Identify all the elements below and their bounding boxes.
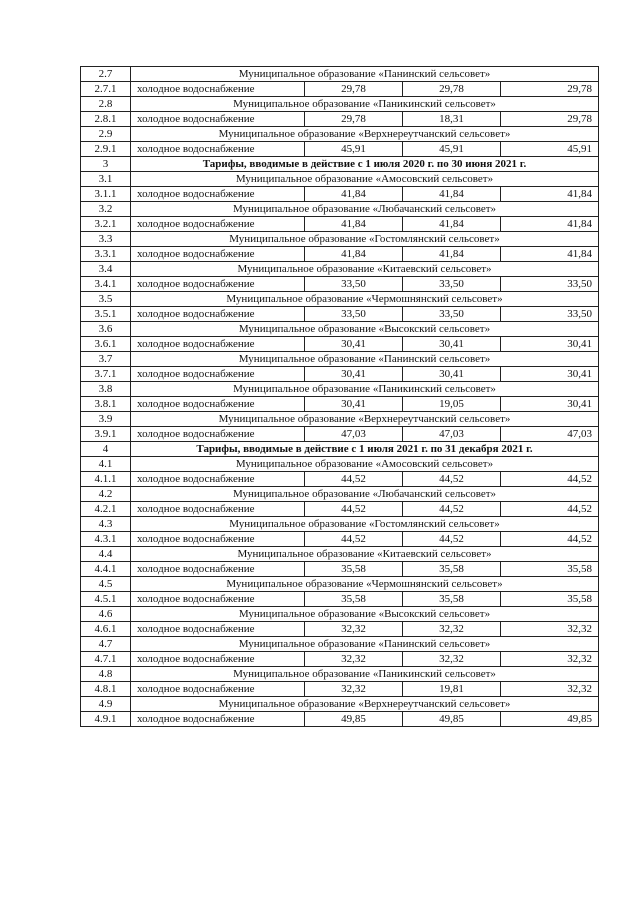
row-number: 4.1 xyxy=(81,457,131,472)
municipality-row xyxy=(81,232,599,247)
row-number: 3.1 xyxy=(81,172,131,187)
tariff-value-2: 41,84 xyxy=(403,247,501,262)
tariff-value-2: 44,52 xyxy=(403,502,501,517)
service-name: холодное водоснабжение xyxy=(131,307,305,322)
tariff-row xyxy=(81,592,599,607)
tariff-value-1: 41,84 xyxy=(305,187,403,202)
tariff-value-1: 32,32 xyxy=(305,622,403,637)
row-number: 2.8 xyxy=(81,97,131,112)
row-number: 3.9 xyxy=(81,412,131,427)
tariff-value-3: 32,32 xyxy=(501,652,599,667)
service-name: холодное водоснабжение xyxy=(131,397,305,412)
tariff-value-1: 41,84 xyxy=(305,217,403,232)
tariff-row xyxy=(81,277,599,292)
row-number: 3.6 xyxy=(81,322,131,337)
tariff-value-1: 33,50 xyxy=(305,277,403,292)
row-number: 4.1.1 xyxy=(81,472,131,487)
tariff-value-2: 47,03 xyxy=(403,427,501,442)
tariff-value-2: 19,05 xyxy=(403,397,501,412)
row-number: 3.8.1 xyxy=(81,397,131,412)
tariff-value-3: 35,58 xyxy=(501,562,599,577)
tariff-row xyxy=(81,712,599,727)
service-name: холодное водоснабжение xyxy=(131,712,305,727)
municipality-row xyxy=(81,382,599,397)
municipality-row xyxy=(81,97,599,112)
tariff-value-3: 41,84 xyxy=(501,247,599,262)
tariff-row xyxy=(81,532,599,547)
tariff-value-3: 35,58 xyxy=(501,592,599,607)
row-number: 2.7 xyxy=(81,67,131,82)
tariff-value-1: 45,91 xyxy=(305,142,403,157)
municipality-row xyxy=(81,352,599,367)
tariff-value-3: 32,32 xyxy=(501,622,599,637)
tariff-row xyxy=(81,682,599,697)
tariff-row xyxy=(81,367,599,382)
tariff-value-2: 41,84 xyxy=(403,187,501,202)
tariff-value-1: 30,41 xyxy=(305,337,403,352)
service-name: холодное водоснабжение xyxy=(131,472,305,487)
tariff-row xyxy=(81,427,599,442)
tariff-value-2: 44,52 xyxy=(403,532,501,547)
row-number: 3.4 xyxy=(81,262,131,277)
row-number: 3.3.1 xyxy=(81,247,131,262)
row-number: 4.3.1 xyxy=(81,532,131,547)
municipality-row xyxy=(81,697,599,712)
municipality-name: Муниципальное образование «Панинский сельсовет» xyxy=(131,352,599,367)
municipality-name: Муниципальное образование «Паникинский сельсовет» xyxy=(131,382,599,397)
tariff-row xyxy=(81,217,599,232)
tariff-value-3: 44,52 xyxy=(501,472,599,487)
tariff-value-3: 49,85 xyxy=(501,712,599,727)
tariff-row xyxy=(81,502,599,517)
service-name: холодное водоснабжение xyxy=(131,277,305,292)
row-number: 3.7.1 xyxy=(81,367,131,382)
row-number: 4.8 xyxy=(81,667,131,682)
row-number: 3.2 xyxy=(81,202,131,217)
service-name: холодное водоснабжение xyxy=(131,367,305,382)
row-number: 4.7 xyxy=(81,637,131,652)
row-number: 3.7 xyxy=(81,352,131,367)
municipality-row xyxy=(81,292,599,307)
tariff-value-3: 47,03 xyxy=(501,427,599,442)
municipality-row xyxy=(81,322,599,337)
tariff-value-3: 33,50 xyxy=(501,277,599,292)
section-title: Тарифы, вводимые в действие с 1 июля 2020 г. по 30 июня 2021 г. xyxy=(131,157,599,172)
tariff-value-3: 33,50 xyxy=(501,307,599,322)
municipality-row xyxy=(81,172,599,187)
municipality-row xyxy=(81,577,599,592)
municipality-name: Муниципальное образование «Паникинский сельсовет» xyxy=(131,667,599,682)
row-number: 3 xyxy=(81,157,131,172)
municipality-row xyxy=(81,457,599,472)
municipality-row xyxy=(81,607,599,622)
municipality-name: Муниципальное образование «Гостомлянский сельсовет» xyxy=(131,232,599,247)
tariff-value-1: 33,50 xyxy=(305,307,403,322)
municipality-row xyxy=(81,67,599,82)
tariff-value-3: 44,52 xyxy=(501,532,599,547)
service-name: холодное водоснабжение xyxy=(131,682,305,697)
municipality-name: Муниципальное образование «Высокский сельсовет» xyxy=(131,322,599,337)
tariff-row xyxy=(81,142,599,157)
tariff-value-1: 29,78 xyxy=(305,82,403,97)
tariff-row xyxy=(81,112,599,127)
tariff-value-2: 49,85 xyxy=(403,712,501,727)
tariff-table-body xyxy=(81,67,599,727)
service-name: холодное водоснабжение xyxy=(131,652,305,667)
municipality-row xyxy=(81,487,599,502)
municipality-row xyxy=(81,262,599,277)
tariff-value-2: 30,41 xyxy=(403,367,501,382)
row-number: 2.8.1 xyxy=(81,112,131,127)
service-name: холодное водоснабжение xyxy=(131,112,305,127)
tariff-value-3: 29,78 xyxy=(501,112,599,127)
tariff-value-2: 32,32 xyxy=(403,652,501,667)
row-number: 3.5.1 xyxy=(81,307,131,322)
section-header-row xyxy=(81,442,599,457)
service-name: холодное водоснабжение xyxy=(131,142,305,157)
row-number: 4.4 xyxy=(81,547,131,562)
service-name: холодное водоснабжение xyxy=(131,337,305,352)
row-number: 4.5.1 xyxy=(81,592,131,607)
row-number: 4.2.1 xyxy=(81,502,131,517)
tariff-value-1: 44,52 xyxy=(305,502,403,517)
municipality-name: Муниципальное образование «Панинский сельсовет» xyxy=(131,67,599,82)
row-number: 3.9.1 xyxy=(81,427,131,442)
tariff-value-1: 35,58 xyxy=(305,592,403,607)
municipality-row xyxy=(81,547,599,562)
tariff-value-2: 33,50 xyxy=(403,307,501,322)
municipality-row xyxy=(81,202,599,217)
service-name: холодное водоснабжение xyxy=(131,217,305,232)
tariff-value-2: 41,84 xyxy=(403,217,501,232)
row-number: 4.7.1 xyxy=(81,652,131,667)
row-number: 4.3 xyxy=(81,517,131,532)
tariff-value-1: 30,41 xyxy=(305,367,403,382)
municipality-name: Муниципальное образование «Амосовский сельсовет» xyxy=(131,172,599,187)
tariff-value-3: 41,84 xyxy=(501,217,599,232)
tariff-value-2: 19,81 xyxy=(403,682,501,697)
tariff-row xyxy=(81,187,599,202)
tariff-value-2: 35,58 xyxy=(403,562,501,577)
tariff-value-1: 32,32 xyxy=(305,652,403,667)
tariff-value-2: 32,32 xyxy=(403,622,501,637)
service-name: холодное водоснабжение xyxy=(131,82,305,97)
tariff-value-1: 29,78 xyxy=(305,112,403,127)
row-number: 4 xyxy=(81,442,131,457)
row-number: 3.1.1 xyxy=(81,187,131,202)
municipality-name: Муниципальное образование «Амосовский сельсовет» xyxy=(131,457,599,472)
row-number: 4.9 xyxy=(81,697,131,712)
tariff-value-3: 45,91 xyxy=(501,142,599,157)
row-number: 3.4.1 xyxy=(81,277,131,292)
row-number: 4.6.1 xyxy=(81,622,131,637)
service-name: холодное водоснабжение xyxy=(131,532,305,547)
service-name: холодное водоснабжение xyxy=(131,622,305,637)
tariff-row xyxy=(81,652,599,667)
municipality-name: Муниципальное образование «Чермошнянский сельсовет» xyxy=(131,577,599,592)
tariff-value-2: 33,50 xyxy=(403,277,501,292)
municipality-name: Муниципальное образование «Паникинский сельсовет» xyxy=(131,97,599,112)
tariff-value-1: 47,03 xyxy=(305,427,403,442)
tariff-row xyxy=(81,247,599,262)
section-title: Тарифы, вводимые в действие с 1 июля 2021 г. по 31 декабря 2021 г. xyxy=(131,442,599,457)
row-number: 2.9 xyxy=(81,127,131,142)
tariff-value-2: 29,78 xyxy=(403,82,501,97)
service-name: холодное водоснабжение xyxy=(131,502,305,517)
tariff-value-1: 30,41 xyxy=(305,397,403,412)
municipality-name: Муниципальное образование «Высокский сельсовет» xyxy=(131,607,599,622)
tariff-value-1: 49,85 xyxy=(305,712,403,727)
municipality-name: Муниципальное образование «Китаевский сельсовет» xyxy=(131,547,599,562)
row-number: 2.7.1 xyxy=(81,82,131,97)
municipality-name: Муниципальное образование «Любачанский сельсовет» xyxy=(131,202,599,217)
row-number: 3.6.1 xyxy=(81,337,131,352)
service-name: холодное водоснабжение xyxy=(131,427,305,442)
tariff-row xyxy=(81,82,599,97)
tariff-row xyxy=(81,622,599,637)
tariff-value-1: 35,58 xyxy=(305,562,403,577)
row-number: 4.8.1 xyxy=(81,682,131,697)
municipality-row xyxy=(81,127,599,142)
row-number: 3.5 xyxy=(81,292,131,307)
municipality-name: Муниципальное образование «Гостомлянский сельсовет» xyxy=(131,517,599,532)
tariff-value-2: 44,52 xyxy=(403,472,501,487)
tariff-table xyxy=(80,66,599,727)
municipality-name: Муниципальное образование «Панинский сельсовет» xyxy=(131,637,599,652)
tariff-value-3: 30,41 xyxy=(501,367,599,382)
row-number: 3.8 xyxy=(81,382,131,397)
tariff-row xyxy=(81,472,599,487)
tariff-value-2: 30,41 xyxy=(403,337,501,352)
row-number: 4.9.1 xyxy=(81,712,131,727)
row-number: 3.2.1 xyxy=(81,217,131,232)
municipality-name: Муниципальное образование «Чермошнянский сельсовет» xyxy=(131,292,599,307)
service-name: холодное водоснабжение xyxy=(131,187,305,202)
section-header-row xyxy=(81,157,599,172)
municipality-row xyxy=(81,667,599,682)
service-name: холодное водоснабжение xyxy=(131,247,305,262)
service-name: холодное водоснабжение xyxy=(131,562,305,577)
tariff-value-1: 32,32 xyxy=(305,682,403,697)
tariff-value-2: 45,91 xyxy=(403,142,501,157)
tariff-value-1: 41,84 xyxy=(305,247,403,262)
tariff-value-3: 44,52 xyxy=(501,502,599,517)
tariff-row xyxy=(81,307,599,322)
municipality-name: Муниципальное образование «Верхнереутчанский сельсовет» xyxy=(131,697,599,712)
tariff-row xyxy=(81,562,599,577)
municipality-name: Муниципальное образование «Китаевский сельсовет» xyxy=(131,262,599,277)
row-number: 4.2 xyxy=(81,487,131,502)
tariff-value-2: 35,58 xyxy=(403,592,501,607)
tariff-row xyxy=(81,337,599,352)
tariff-value-3: 30,41 xyxy=(501,397,599,412)
tariff-value-1: 44,52 xyxy=(305,532,403,547)
municipality-row xyxy=(81,517,599,532)
tariff-value-2: 18,31 xyxy=(403,112,501,127)
tariff-value-1: 44,52 xyxy=(305,472,403,487)
municipality-row xyxy=(81,412,599,427)
tariff-value-3: 41,84 xyxy=(501,187,599,202)
municipality-row xyxy=(81,637,599,652)
tariff-value-3: 30,41 xyxy=(501,337,599,352)
row-number: 4.6 xyxy=(81,607,131,622)
row-number: 4.4.1 xyxy=(81,562,131,577)
row-number: 4.5 xyxy=(81,577,131,592)
tariff-value-3: 29,78 xyxy=(501,82,599,97)
row-number: 3.3 xyxy=(81,232,131,247)
municipality-name: Муниципальное образование «Верхнереутчанский сельсовет» xyxy=(131,412,599,427)
tariff-value-3: 32,32 xyxy=(501,682,599,697)
row-number: 2.9.1 xyxy=(81,142,131,157)
service-name: холодное водоснабжение xyxy=(131,592,305,607)
municipality-name: Муниципальное образование «Любачанский сельсовет» xyxy=(131,487,599,502)
tariff-row xyxy=(81,397,599,412)
municipality-name: Муниципальное образование «Верхнереутчанский сельсовет» xyxy=(131,127,599,142)
